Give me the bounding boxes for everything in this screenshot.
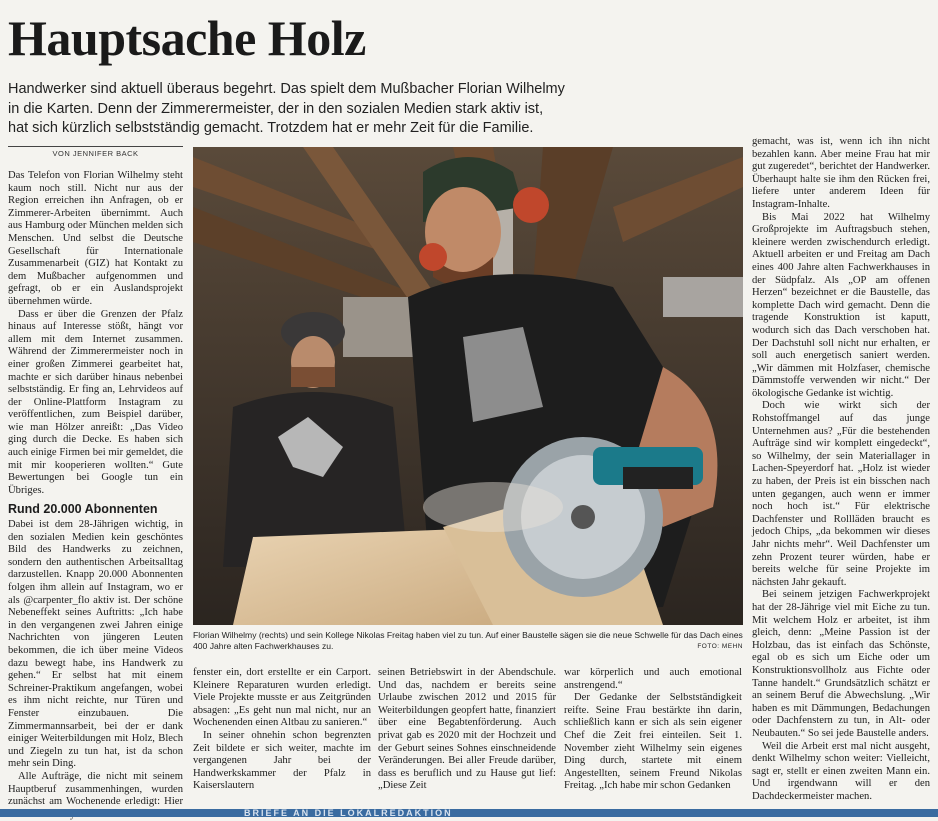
photo-caption <box>193 630 743 652</box>
paragraph: Das Telefon von Florian Wilhelmy steht kaum noch still. Nicht nur aus der Region erreichen ihn Anfragen, ob er Zimmerer-Arbeiten übernimmt. Auch aus Hamburg oder München melden sich Menschen. Und selbst die Deutsche Gesellschaft für Internationale Zusammenarbeit (GIZ) hat Kontakt zu dem Mußbacher aufgenommen und gefragt, ob er ein Auslandsprojekt übernehmen würde. <box>8 170 183 307</box>
photo-credit: FOTO: MEHN <box>697 643 743 650</box>
headline: Hauptsache Holz <box>8 10 366 66</box>
paragraph: Bis Mai 2022 hat Wilhelmy Großprojekte im Auftragsbuch stehen, kleinere werden zwischendurch erledigt. Aktuell arbeiten er und Freitag am Dach eines 400 Jahre alten Fachwerkhauses in der Südpfalz. Als „OP am offenen Herzen“ bezeichnet er die Baustelle, das komplette Dach wird gemacht. Denn die tragende Konstruktion ist kaputt, wodurch sich das Dach verschoben hat. Der Dachstuhl soll nicht nur erhalten, er soll auch energetisch saniert werden. „Wir dämmen mit Holzfaser, chemische Dämmstoffe verwenden wir nicht.“ Der ökologische Gedanke ist wichtig. <box>752 211 930 399</box>
paragraph: fenster ein, dort erstellte er ein Carport. Kleinere Reparaturen wurden erledigt. Viele Projekte musste er aus Zeitgründen absagen: „Es geht nun mal nicht, nur an Wochenenden einen Altbau zu sanieren.“ <box>193 667 371 729</box>
article-photo <box>193 147 743 625</box>
paragraph: Doch wie wirkt sich der Rohstoffmangel auf das junge Unternehmen aus? „Für die bestehenden Aufträge sind wir komplett eingedeckt“, so Wilhelmy, der sein Materiallager in Lachen-Speyerdorf hat. „Holz ist wieder zu haben, der Preis ist ein bisschen nach unten gegangen, auch wenn er immer noch hoch ist.“ Für elektrische Dachfenster und Rollläden braucht es jedoch Chips, „da bekommen wir dieses Jahr nichts mehr“. Weil Dachfenster um zehn Prozent teurer würden, habe er bereits welche für seine Projekte im nächsten Jahr gekauft. <box>752 400 930 588</box>
paragraph: seinen Betriebswirt in der Abendschule. Und das, nachdem er bereits seine Urlaube zwischen 2012 und 2015 für Weiterbildungen geopfert hatte, finanziert über eine Begabtenförderung. Auch privat gab es 2020 mit der Hochzeit und der Geburt seines Sohnes einschneidende Veränderungen. Bei aller Freude darüber, dass es beruflich und zu Hause gut lief: „Diese Zeit <box>378 667 556 792</box>
article-column-3 <box>378 667 556 793</box>
paragraph: Bei seinem jetzigen Fachwerkprojekt hat der 28-Jährige viel mit Eiche zu tun. Mit welchem Holz er arbeitet, ist ihm gleich, denn: „Meine Passion ist der Holzbau, das ist einfach das Schönste, egal ob es sich um Eiche oder um Konstruktionsvollholz aus Fichte oder Tanne handelt.“ Grundsätzlich schätzt er an seinem Beruf die Abwechslung. „Wir haben es mit Dämmungen, Bedachungen oder Dachfenstern zu tun, in Alt- oder Neubauten.“ So sei jede Baustelle anders. <box>752 589 930 739</box>
article-column-1 <box>8 170 183 821</box>
photo-carpenters-sawing <box>193 147 743 625</box>
article-column-5 <box>752 136 930 803</box>
footer-section-bar <box>0 809 938 817</box>
paragraph: Weil die Arbeit erst mal nicht ausgeht, denkt Wilhelmy schon weiter: Vielleicht, sagt er, stellt er einen zweiten Mann ein. Und irgendwann will er den Dachdeckermeister machen. <box>752 740 930 802</box>
paragraph: gemacht, was ist, wenn ich ihn nicht bezahlen kann. Aber meine Frau hat mir gut zugeredet“, berichtet der Handwerker. Überhaupt halte sie ihm den Rücken frei, liefere unter anderem Ideen für Instagram-Inhalte. <box>752 136 930 210</box>
paragraph: Dabei ist dem 28-Jährigen wichtig, in den sozialen Medien kein geschöntes Bild des Handwerks zu zeichnen, sondern den authentischen Arbeitsalltag darzustellen. Knapp 20.000 Abonnenten folgen ihm allein auf Instagram, wo er als @carpenter_flo aktiv ist. Der schöne Nebeneffekt seines Auftritts: „Ich habe in den vergangenen zwei Jahren einige Nachrichten von jüngeren Leuten bekommen, die ich über meine Videos dazu bewegt habe, ins Handwerk zu gehen.“ Er selbst hat mit einem Schreiner-Praktikum angefangen, wobei es ihm nicht reichte, nur Türen und Fenster einzubauen. Die Zimmermannsarbeit, bei der er dank einiger Weiterbildungen mit Holz, Blech und Ziegeln zu tun hat, ist da schon mehr sein Ding. <box>8 519 183 770</box>
article-column-4 <box>564 667 742 793</box>
paragraph: Dass er über die Grenzen der Pfalz hinaus auf Interesse stößt, hängt vor allem mit dem Internet zusammen. Während der Zimmerermeister noch in einer großen Zimmerei gearbeitet hat, machte er sich darüber hinaus nebenbei selbstständig. Er fing an, Lehrvideos auf der Online-Plattform Instagram zu veröffentlichen, zum Beispiel darüber, wie man Hölzer anreißt: „Das Video ging durch die Decke. Es haben sich auch einige Firmen bei mir gemeldet, die mit mir kooperieren wollten.“ Gute Bewertungen bei Google tun ein Übriges. <box>8 308 183 496</box>
paragraph: In seiner ohnehin schon begrenzten Zeit bildete er sich weiter, machte im vergangenen Jahr bei der Handwerkskammer der Pfalz in Kaiserslautern <box>193 729 371 792</box>
caption-text: Florian Wilhelmy (rechts) und sein Kollege Nikolas Freitag haben viel zu tun. Auf einer Baustelle sägen sie die neue Schwelle für das Dach eines 400 Jahre alten Fachwerkhauses zu. <box>193 630 743 651</box>
lead-line: hat sich kürzlich selbstständig gemacht. Trotzdem hat er mehr Zeit für die Familie. <box>8 120 534 136</box>
subheading: Rund 20.000 Abonnenten <box>8 502 158 517</box>
footer-section-title: BRIEFE AN DIE LOKALREDAKTION <box>244 808 453 818</box>
byline: VON JENNIFER BACK <box>8 146 183 158</box>
paragraph: Alle Aufträge, die nicht mit seinem Hauptberuf zusammenhingen, wurden zunächst am Wochenende erledigt: Hier <box>8 770 183 808</box>
lead-line: in die Karten. Denn der Zimmerermeister, der in den sozialen Medien stark aktiv ist, <box>8 100 544 117</box>
lead-paragraph <box>8 80 728 139</box>
lead-line: Handwerker sind aktuell überaus begehrt. Das spielt dem Mußbacher Florian Wilhelmy <box>8 81 565 97</box>
paragraph: war körperlich und auch emotional anstrengend.“ <box>564 667 742 691</box>
article-column-2 <box>193 667 371 793</box>
paragraph: Der Gedanke der Selbstständigkeit reifte. Seine Frau bestärkte ihn darin, schließlich kann er sich als sein eigener Chef die Zeit frei einteilen. Seit 1. November zieht Wilhelmy sein eigenes Ding durch, startete mit einem Angestellten, seinem Freund Nikolas Freitag. „Ich habe mir schon Gedanken <box>564 692 742 792</box>
